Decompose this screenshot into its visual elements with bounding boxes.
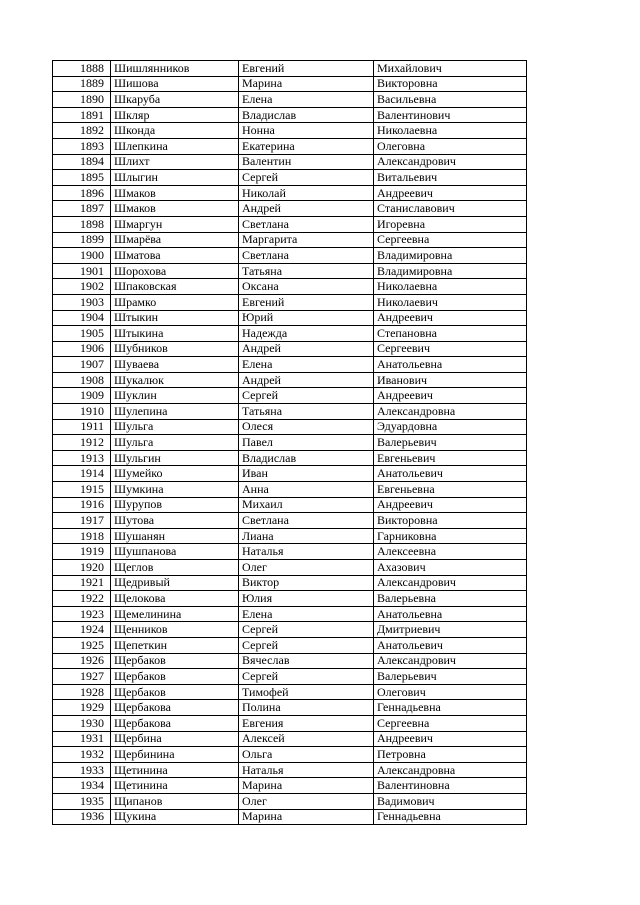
first-name-cell: Юрий [239, 310, 374, 326]
first-name-cell: Елена [239, 357, 374, 373]
row-number-cell: 1888 [53, 61, 111, 77]
row-number-cell: 1916 [53, 497, 111, 513]
last-name-cell: Щепеткин [111, 637, 239, 653]
row-number-cell: 1910 [53, 404, 111, 420]
row-number-cell: 1906 [53, 341, 111, 357]
table-row [53, 747, 527, 763]
first-name-cell: Николай [239, 185, 374, 201]
last-name-cell: Щербаков [111, 653, 239, 669]
last-name-cell: Щипанов [111, 793, 239, 809]
patronymic-cell: Александрович [374, 653, 527, 669]
table-row [53, 700, 527, 716]
table-row [53, 170, 527, 186]
last-name-cell: Щенников [111, 622, 239, 638]
row-number-cell: 1928 [53, 684, 111, 700]
row-number-cell: 1911 [53, 419, 111, 435]
first-name-cell: Екатерина [239, 138, 374, 154]
row-number-cell: 1936 [53, 809, 111, 825]
table-row [53, 216, 527, 232]
last-name-cell: Шуклин [111, 388, 239, 404]
table-row [53, 528, 527, 544]
patronymic-cell: Геннадьевна [374, 809, 527, 825]
table-row [53, 279, 527, 295]
patronymic-cell: Валентиновна [374, 778, 527, 794]
first-name-cell: Анна [239, 482, 374, 498]
first-name-cell: Олеся [239, 419, 374, 435]
table-row [53, 419, 527, 435]
first-name-cell: Евгений [239, 61, 374, 77]
table-row [53, 591, 527, 607]
row-number-cell: 1897 [53, 201, 111, 217]
row-number-cell: 1894 [53, 154, 111, 170]
row-number-cell: 1923 [53, 606, 111, 622]
patronymic-cell: Анатольевна [374, 357, 527, 373]
first-name-cell: Валентин [239, 154, 374, 170]
first-name-cell: Полина [239, 700, 374, 716]
first-name-cell: Лиана [239, 528, 374, 544]
table-row [53, 513, 527, 529]
first-name-cell: Алексей [239, 731, 374, 747]
patronymic-cell: Гарниковна [374, 528, 527, 544]
first-name-cell: Надежда [239, 326, 374, 342]
patronymic-cell: Андреевич [374, 497, 527, 513]
first-name-cell: Ольга [239, 747, 374, 763]
table-row [53, 622, 527, 638]
table-row [53, 450, 527, 466]
last-name-cell: Щербина [111, 731, 239, 747]
row-number-cell: 1931 [53, 731, 111, 747]
first-name-cell: Марина [239, 778, 374, 794]
table-row [53, 388, 527, 404]
patronymic-cell: Александрович [374, 154, 527, 170]
last-name-cell: Щербакова [111, 715, 239, 731]
last-name-cell: Шукалюк [111, 372, 239, 388]
patronymic-cell: Петровна [374, 747, 527, 763]
patronymic-cell: Михайлович [374, 61, 527, 77]
row-number-cell: 1935 [53, 793, 111, 809]
first-name-cell: Иван [239, 466, 374, 482]
row-number-cell: 1904 [53, 310, 111, 326]
row-number-cell: 1896 [53, 185, 111, 201]
row-number-cell: 1895 [53, 170, 111, 186]
table-row [53, 575, 527, 591]
row-number-cell: 1902 [53, 279, 111, 295]
patronymic-cell: Иванович [374, 372, 527, 388]
table-row [53, 560, 527, 576]
row-number-cell: 1890 [53, 92, 111, 108]
table-row [53, 123, 527, 139]
patronymic-cell: Геннадьевна [374, 700, 527, 716]
table-row [53, 326, 527, 342]
row-number-cell: 1930 [53, 715, 111, 731]
last-name-cell: Шмарёва [111, 232, 239, 248]
last-name-cell: Шорохова [111, 263, 239, 279]
table-row [53, 341, 527, 357]
row-number-cell: 1925 [53, 637, 111, 653]
last-name-cell: Шульга [111, 419, 239, 435]
row-number-cell: 1918 [53, 528, 111, 544]
table-row [53, 404, 527, 420]
first-name-cell: Евгения [239, 715, 374, 731]
first-name-cell: Нонна [239, 123, 374, 139]
row-number-cell: 1915 [53, 482, 111, 498]
last-name-cell: Шишова [111, 76, 239, 92]
row-number-cell: 1913 [53, 450, 111, 466]
table-row [53, 76, 527, 92]
row-number-cell: 1909 [53, 388, 111, 404]
patronymic-cell: Анатольевич [374, 466, 527, 482]
first-name-cell: Андрей [239, 341, 374, 357]
table-row [53, 310, 527, 326]
patronymic-cell: Анатольевна [374, 606, 527, 622]
patronymic-cell: Александрович [374, 575, 527, 591]
patronymic-cell: Степановна [374, 326, 527, 342]
last-name-cell: Щеглов [111, 560, 239, 576]
table-row [53, 201, 527, 217]
patronymic-cell: Владимировна [374, 248, 527, 264]
row-number-cell: 1905 [53, 326, 111, 342]
patronymic-cell: Андреевич [374, 185, 527, 201]
patronymic-cell: Викторовна [374, 513, 527, 529]
first-name-cell: Владислав [239, 107, 374, 123]
last-name-cell: Шмаков [111, 185, 239, 201]
row-number-cell: 1898 [53, 216, 111, 232]
last-name-cell: Щетинина [111, 762, 239, 778]
patronymic-cell: Анатольевич [374, 637, 527, 653]
patronymic-cell: Валентинович [374, 107, 527, 123]
patronymic-cell: Олегович [374, 684, 527, 700]
first-name-cell: Татьяна [239, 404, 374, 420]
last-name-cell: Шульгин [111, 450, 239, 466]
last-name-cell: Шрамко [111, 294, 239, 310]
patronymic-cell: Игоревна [374, 216, 527, 232]
last-name-cell: Шульга [111, 435, 239, 451]
patronymic-cell: Николаевна [374, 279, 527, 295]
last-name-cell: Штыкин [111, 310, 239, 326]
row-number-cell: 1914 [53, 466, 111, 482]
row-number-cell: 1927 [53, 669, 111, 685]
row-number-cell: 1893 [53, 138, 111, 154]
patronymic-cell: Андреевич [374, 731, 527, 747]
table-row [53, 684, 527, 700]
last-name-cell: Щедривый [111, 575, 239, 591]
patronymic-cell: Дмитриевич [374, 622, 527, 638]
patronymic-cell: Андреевич [374, 388, 527, 404]
last-name-cell: Щелокова [111, 591, 239, 607]
last-name-cell: Шумейко [111, 466, 239, 482]
first-name-cell: Марина [239, 76, 374, 92]
table-row [53, 606, 527, 622]
first-name-cell: Олег [239, 560, 374, 576]
first-name-cell: Евгений [239, 294, 374, 310]
last-name-cell: Шумкина [111, 482, 239, 498]
table-row [53, 762, 527, 778]
first-name-cell: Маргарита [239, 232, 374, 248]
table-row [53, 263, 527, 279]
last-name-cell: Шушпанова [111, 544, 239, 560]
last-name-cell: Шкаруба [111, 92, 239, 108]
patronymic-cell: Витальевич [374, 170, 527, 186]
table-row [53, 809, 527, 825]
last-name-cell: Щемелинина [111, 606, 239, 622]
first-name-cell: Сергей [239, 669, 374, 685]
first-name-cell: Татьяна [239, 263, 374, 279]
first-name-cell: Юлия [239, 591, 374, 607]
last-name-cell: Щербаков [111, 669, 239, 685]
patronymic-cell: Викторовна [374, 76, 527, 92]
row-number-cell: 1899 [53, 232, 111, 248]
last-name-cell: Шуваева [111, 357, 239, 373]
row-number-cell: 1908 [53, 372, 111, 388]
first-name-cell: Сергей [239, 622, 374, 638]
first-name-cell: Сергей [239, 170, 374, 186]
table-row [53, 107, 527, 123]
table-row [53, 669, 527, 685]
first-name-cell: Светлана [239, 248, 374, 264]
patronymic-cell: Сергеевна [374, 715, 527, 731]
table-row [53, 248, 527, 264]
table-row [53, 715, 527, 731]
table-row [53, 294, 527, 310]
table-row [53, 482, 527, 498]
patronymic-cell: Олеговна [374, 138, 527, 154]
table-row [53, 466, 527, 482]
patronymic-cell: Евгеньевна [374, 482, 527, 498]
patronymic-cell: Сергеевна [374, 232, 527, 248]
name-list-table [52, 60, 527, 825]
last-name-cell: Шматова [111, 248, 239, 264]
first-name-cell: Владислав [239, 450, 374, 466]
row-number-cell: 1921 [53, 575, 111, 591]
row-number-cell: 1891 [53, 107, 111, 123]
table-row [53, 232, 527, 248]
row-number-cell: 1933 [53, 762, 111, 778]
patronymic-cell: Алексеевна [374, 544, 527, 560]
patronymic-cell: Евгеньевич [374, 450, 527, 466]
first-name-cell: Виктор [239, 575, 374, 591]
row-number-cell: 1889 [53, 76, 111, 92]
last-name-cell: Щербинина [111, 747, 239, 763]
last-name-cell: Шмаргун [111, 216, 239, 232]
patronymic-cell: Валерьевна [374, 591, 527, 607]
first-name-cell: Тимофей [239, 684, 374, 700]
table-row [53, 92, 527, 108]
name-list-body [53, 61, 527, 825]
first-name-cell: Елена [239, 606, 374, 622]
table-row [53, 357, 527, 373]
row-number-cell: 1907 [53, 357, 111, 373]
first-name-cell: Вячеслав [239, 653, 374, 669]
patronymic-cell: Ахазович [374, 560, 527, 576]
first-name-cell: Оксана [239, 279, 374, 295]
last-name-cell: Шишлянников [111, 61, 239, 77]
patronymic-cell: Валерьевич [374, 669, 527, 685]
table-row [53, 731, 527, 747]
table-row [53, 544, 527, 560]
table-row [53, 497, 527, 513]
row-number-cell: 1900 [53, 248, 111, 264]
table-row [53, 61, 527, 77]
last-name-cell: Шлыгин [111, 170, 239, 186]
first-name-cell: Наталья [239, 762, 374, 778]
row-number-cell: 1920 [53, 560, 111, 576]
row-number-cell: 1922 [53, 591, 111, 607]
row-number-cell: 1919 [53, 544, 111, 560]
table-row [53, 653, 527, 669]
last-name-cell: Штыкина [111, 326, 239, 342]
table-row [53, 793, 527, 809]
table-row [53, 138, 527, 154]
patronymic-cell: Владимировна [374, 263, 527, 279]
patronymic-cell: Александровна [374, 404, 527, 420]
last-name-cell: Шубников [111, 341, 239, 357]
first-name-cell: Марина [239, 809, 374, 825]
first-name-cell: Олег [239, 793, 374, 809]
patronymic-cell: Андреевич [374, 310, 527, 326]
row-number-cell: 1929 [53, 700, 111, 716]
patronymic-cell: Николаевич [374, 294, 527, 310]
row-number-cell: 1901 [53, 263, 111, 279]
last-name-cell: Щукина [111, 809, 239, 825]
row-number-cell: 1917 [53, 513, 111, 529]
first-name-cell: Павел [239, 435, 374, 451]
first-name-cell: Андрей [239, 372, 374, 388]
last-name-cell: Шпаковская [111, 279, 239, 295]
patronymic-cell: Сергеевич [374, 341, 527, 357]
last-name-cell: Шушанян [111, 528, 239, 544]
first-name-cell: Сергей [239, 637, 374, 653]
first-name-cell: Михаил [239, 497, 374, 513]
first-name-cell: Андрей [239, 201, 374, 217]
row-number-cell: 1926 [53, 653, 111, 669]
first-name-cell: Наталья [239, 544, 374, 560]
patronymic-cell: Валерьевич [374, 435, 527, 451]
patronymic-cell: Васильевна [374, 92, 527, 108]
table-row [53, 778, 527, 794]
table-row [53, 372, 527, 388]
patronymic-cell: Станиславович [374, 201, 527, 217]
last-name-cell: Щетинина [111, 778, 239, 794]
last-name-cell: Шмаков [111, 201, 239, 217]
last-name-cell: Шурупов [111, 497, 239, 513]
last-name-cell: Шлихт [111, 154, 239, 170]
table-row [53, 637, 527, 653]
row-number-cell: 1903 [53, 294, 111, 310]
last-name-cell: Щербакова [111, 700, 239, 716]
patronymic-cell: Николаевна [374, 123, 527, 139]
first-name-cell: Сергей [239, 388, 374, 404]
last-name-cell: Шутова [111, 513, 239, 529]
row-number-cell: 1912 [53, 435, 111, 451]
first-name-cell: Светлана [239, 513, 374, 529]
last-name-cell: Шкляр [111, 107, 239, 123]
patronymic-cell: Александровна [374, 762, 527, 778]
row-number-cell: 1924 [53, 622, 111, 638]
table-row [53, 435, 527, 451]
first-name-cell: Светлана [239, 216, 374, 232]
row-number-cell: 1892 [53, 123, 111, 139]
last-name-cell: Шулепина [111, 404, 239, 420]
table-row [53, 185, 527, 201]
last-name-cell: Шлепкина [111, 138, 239, 154]
table-row [53, 154, 527, 170]
row-number-cell: 1932 [53, 747, 111, 763]
patronymic-cell: Вадимович [374, 793, 527, 809]
last-name-cell: Щербаков [111, 684, 239, 700]
row-number-cell: 1934 [53, 778, 111, 794]
patronymic-cell: Эдуардовна [374, 419, 527, 435]
first-name-cell: Елена [239, 92, 374, 108]
last-name-cell: Шконда [111, 123, 239, 139]
